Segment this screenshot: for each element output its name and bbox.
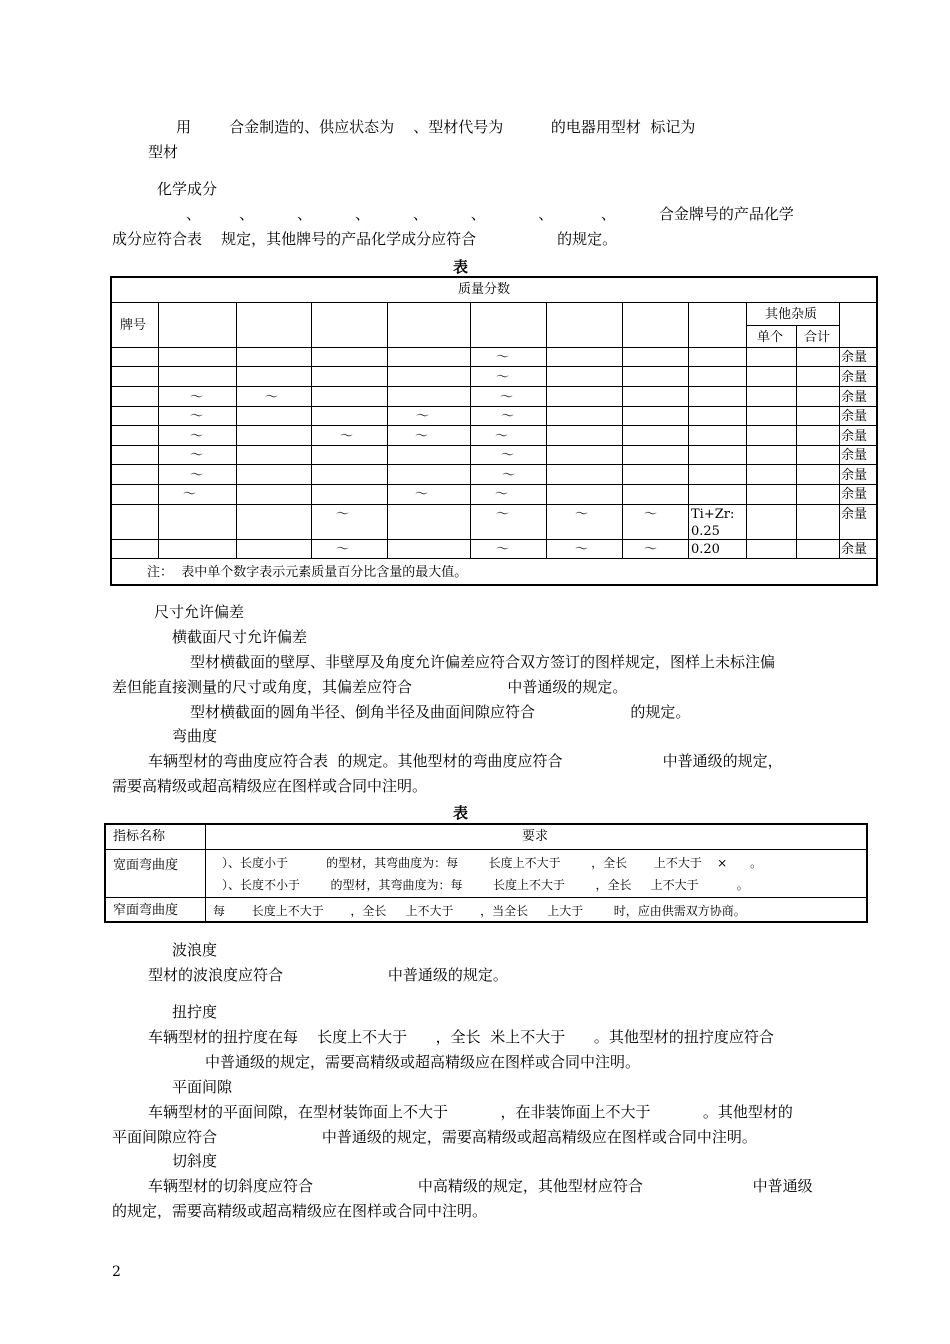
table-1-caption: 表 xyxy=(453,258,469,276)
table-1-rule xyxy=(796,325,797,558)
table-1-rule xyxy=(110,347,878,348)
table-1-rule xyxy=(110,558,878,559)
table-1-cell-value: 0.20 xyxy=(691,542,720,557)
bend-paragraph-line-1: 车辆型材的弯曲度应符合表 的规定。其他型材的弯曲度应符合 中普通级的规定， xyxy=(148,752,783,770)
table-1-cell: ～ xyxy=(496,507,510,522)
twist-paragraph-line-1: 车辆型材的扭拧度在每 长度上不大于 ，全长 米上不大于 。其他型材的扭拧度应符合 xyxy=(148,1028,774,1046)
intro-line-2: 型材 xyxy=(148,143,179,161)
twist-paragraph-line-2: 中普通级的规定，需要高精级或超高精级应在图样或合同中注明。 xyxy=(205,1053,641,1071)
table-1-rule xyxy=(110,464,878,465)
heading-plane-gap: 平面间隙 xyxy=(172,1078,233,1096)
table-1-rule xyxy=(546,302,547,558)
table-1-cell: ～ xyxy=(190,390,204,405)
table-1-rule xyxy=(387,302,388,558)
heading-waviness: 波浪度 xyxy=(172,941,218,959)
table-1-cell: ～ xyxy=(495,429,509,444)
table-1-cell: ～ xyxy=(495,487,509,502)
table-1-cell: ～ xyxy=(415,487,429,502)
table-2-row-wide-face-line-2: ）、长度不小于 的型材，其弯曲度为：每 长度上不大于 ，全长 上不大于 。 xyxy=(222,878,749,892)
table-1-cell: ～ xyxy=(575,542,589,557)
table-1-cell-balance: 余量 xyxy=(841,468,868,483)
table-2-rule xyxy=(104,849,868,850)
table-2-row-wide-face-line-1: ）、长度小于 的型材，其弯曲度为：每 长度上不大于 ，全长 上不大于 × 。 xyxy=(222,856,763,870)
table-2-header-requirement: 要求 xyxy=(522,829,549,844)
table-1-cell: ～ xyxy=(340,429,354,444)
table-1-rule xyxy=(110,539,878,540)
table-1-cell: ～ xyxy=(644,507,658,522)
table-1-cell: ～ xyxy=(416,409,430,424)
table-1-cell: ～ xyxy=(336,542,350,557)
table-1-cell-value: 0.25 xyxy=(691,524,720,539)
table-1-rule xyxy=(839,302,840,558)
table-2-rule xyxy=(104,897,868,898)
table-1-cell-balance: 余量 xyxy=(841,542,868,557)
table-1-cell: ～ xyxy=(336,507,350,522)
table-1-cell: ～ xyxy=(190,429,204,444)
table-1-cell: ～ xyxy=(190,468,204,483)
end-slope-paragraph-line-2: 的规定，需要高精级或超高精级应在图样或合同中注明。 xyxy=(112,1202,488,1220)
heading-dimension-tolerance: 尺寸允许偏差 xyxy=(154,603,245,621)
table-1-header-other-impurities: 其他杂质 xyxy=(765,307,818,322)
table-1-cell-balance: 余量 xyxy=(841,370,868,385)
table-2-row-wide-face-name: 宽面弯曲度 xyxy=(113,858,179,873)
table-1-rule xyxy=(110,406,878,407)
heading-chemical-composition: 化学成分 xyxy=(157,180,218,198)
table-1-note: 注： 表中单个数字表示元素质量百分比含量的最大值。 xyxy=(147,565,468,580)
table-1-cell: ～ xyxy=(496,350,510,365)
waviness-paragraph: 型材的波浪度应符合 中普通级的规定。 xyxy=(148,966,508,984)
table-1-rule xyxy=(746,302,747,558)
table-1-rule xyxy=(236,302,237,558)
table-2-caption: 表 xyxy=(453,804,469,822)
table-1-cell-balance: 余量 xyxy=(841,507,868,522)
table-1-cell-balance: 余量 xyxy=(841,448,868,463)
table-1-rule xyxy=(110,366,878,367)
chem-paragraph-line-2: 成分应符合表 规定，其他牌号的产品化学成分应符合 的规定。 xyxy=(112,230,618,248)
table-1-header-total: 合计 xyxy=(804,330,831,345)
chem-paragraph-line-1: 、 、 、 、 、 、 、 、 合金牌号的产品化学 xyxy=(186,205,794,223)
table-1-rule xyxy=(110,484,878,485)
table-1-cell: ～ xyxy=(502,468,516,483)
table-1-rule xyxy=(110,386,878,387)
table-1-rule xyxy=(746,325,839,326)
table-1-cell-tizr: Ti+Zr: xyxy=(691,507,735,522)
table-2-row-narrow-face-name: 窄面弯曲度 xyxy=(113,903,179,918)
table-1-cell: ～ xyxy=(575,507,589,522)
table-1-cell-balance: 余量 xyxy=(841,390,868,405)
plane-gap-paragraph-line-2: 平面间隙应符合 中普通级的规定，需要高精级或超高精级应在图样或合同中注明。 xyxy=(112,1128,757,1146)
table-1-cell: ～ xyxy=(496,542,510,557)
plane-gap-paragraph-line-1: 车辆型材的平面间隙，在型材装饰面上不大于 ，在非装饰面上不大于 。其他型材的 xyxy=(148,1103,793,1121)
page-number: 2 xyxy=(112,1264,121,1280)
dims-paragraph-1-line-2: 差但能直接测量的尺寸或角度，其偏差应符合 中普通级的规定。 xyxy=(112,678,628,696)
table-1-rule xyxy=(110,445,878,446)
end-slope-paragraph-line-1: 车辆型材的切斜度应符合 中高精级的规定，其他型材应符合 中普通级 xyxy=(148,1177,813,1195)
table-2-row-narrow-face-text: 每 长度上不大于 ，全长 上不大于 ，当全长 上大于 时，应由供需双方协商。 xyxy=(213,904,746,918)
table-1-header-single: 单个 xyxy=(757,330,784,345)
table-1-header-mass-fraction: 质量分数 xyxy=(458,282,511,297)
table-1-rule xyxy=(622,302,623,558)
table-1-rule xyxy=(158,302,159,558)
heading-cross-section-tolerance: 横截面尺寸允许偏差 xyxy=(172,628,308,646)
heading-bend: 弯曲度 xyxy=(172,727,218,745)
table-1-cell-balance: 余量 xyxy=(841,350,868,365)
table-2-header-indicator: 指标名称 xyxy=(113,829,166,844)
table-1-cell: ～ xyxy=(415,429,429,444)
table-1-cell-balance: 余量 xyxy=(841,409,868,424)
table-1-cell: ～ xyxy=(183,487,197,502)
table-1-rule xyxy=(110,425,878,426)
table-1-cell: ～ xyxy=(496,370,510,385)
table-1-cell: ～ xyxy=(265,390,279,405)
heading-end-slope: 切斜度 xyxy=(172,1152,218,1170)
dims-paragraph-1-line-1: 型材横截面的壁厚、非壁厚及角度允许偏差应符合双方签订的图样规定，图样上未标注偏 xyxy=(190,653,776,671)
table-1-cell: ～ xyxy=(501,409,515,424)
table-1-rule xyxy=(110,302,878,303)
table-1-header-grade: 牌号 xyxy=(120,318,147,333)
table-1-rule xyxy=(110,504,878,505)
bend-paragraph-line-2: 需要高精级或超高精级应在图样或合同中注明。 xyxy=(112,777,428,795)
table-1-cell-balance: 余量 xyxy=(841,487,868,502)
table-1-rule xyxy=(688,302,689,558)
table-1-cell: ～ xyxy=(190,448,204,463)
table-2-rule xyxy=(205,823,206,923)
heading-twist: 扭拧度 xyxy=(172,1003,218,1021)
intro-line-1: 用 合金制造的、供应状态为 、型材代号为 的电器用型材 标记为 xyxy=(176,118,696,136)
table-1-rule xyxy=(470,302,471,558)
table-1-cell: ～ xyxy=(190,409,204,424)
table-1-cell: ～ xyxy=(501,448,515,463)
table-1-cell-balance: 余量 xyxy=(841,429,868,444)
table-1-rule xyxy=(311,302,312,558)
table-1-cell: ～ xyxy=(644,542,658,557)
table-1-cell: ～ xyxy=(500,390,514,405)
dims-paragraph-2: 型材横截面的圆角半径、倒角半径及曲面间隙应符合 的规定。 xyxy=(190,703,691,721)
